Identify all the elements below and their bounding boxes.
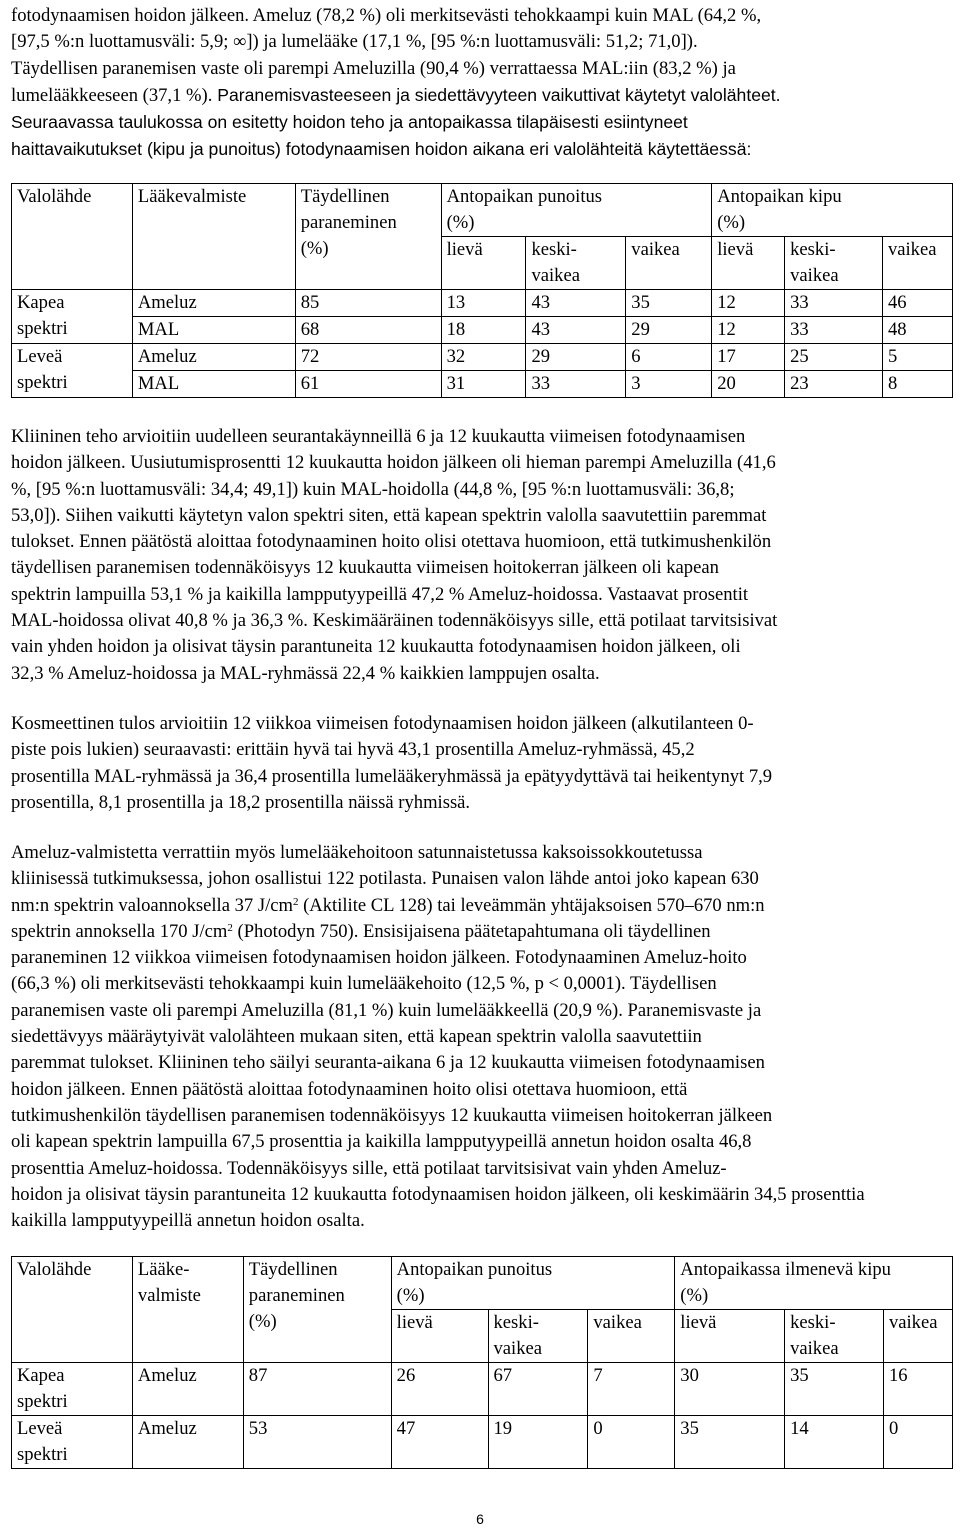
- value-cell: 14: [785, 1416, 884, 1469]
- drug-cell: Ameluz: [132, 1363, 243, 1416]
- header-keskivaikea: keski- vaikea: [785, 237, 883, 290]
- value-cell: 19: [488, 1416, 588, 1469]
- header-taydellinen: Täydellinen paraneminen (%): [295, 184, 441, 290]
- value-cell: 7: [588, 1363, 675, 1416]
- header-vaikea: vaikea: [882, 237, 952, 290]
- drug-cell: MAL: [132, 317, 295, 344]
- header-lieva: lievä: [712, 237, 785, 290]
- drug-cell: Ameluz: [132, 290, 295, 317]
- value-cell: 35: [675, 1416, 785, 1469]
- value-cell: 29: [626, 317, 712, 344]
- header-laakevalmiste: Lääkevalmiste: [132, 184, 295, 290]
- value-cell: 12: [712, 290, 785, 317]
- intro-paragraph: [11, 3, 951, 164]
- value-cell: 17: [712, 344, 785, 371]
- intro-line-sans: Paranemisvasteeseen ja siedettävyyteen vaikuttivat käytetyt valolähteet.: [212, 84, 781, 105]
- results-table-1: [11, 183, 953, 398]
- value-cell: 13: [441, 290, 526, 317]
- drug-cell: MAL: [132, 371, 295, 398]
- value-cell: 3: [626, 371, 712, 398]
- source-cell: Leveä spektri: [12, 344, 133, 398]
- source-cell: Kapea spektri: [12, 1363, 133, 1416]
- intro-line-sans: Seuraavassa taulukossa on esitetty hoidon teho ja antopaikassa tilapäisesti esiintyneet: [11, 112, 688, 133]
- header-lieva: lievä: [675, 1310, 785, 1363]
- source-cell: Leveä spektri: [12, 1416, 133, 1469]
- source-cell: Kapea spektri: [12, 290, 133, 344]
- value-cell: 6: [626, 344, 712, 371]
- value-cell: 30: [675, 1363, 785, 1416]
- value-cell: 68: [295, 317, 441, 344]
- header-punoitus: Antopaikan punoitus (%): [441, 184, 712, 237]
- value-cell: 32: [441, 344, 526, 371]
- header-laakevalmiste: Lääke- valmiste: [132, 1257, 243, 1363]
- value-cell: 48: [882, 317, 952, 344]
- value-cell: 33: [526, 371, 626, 398]
- value-cell: 61: [295, 371, 441, 398]
- cosmetic-paragraph: Kosmeettinen tulos arvioitiin 12 viikkoa viimeisen fotodynaamisen hoidon jälkeen (alkutilanteen 0- piste pois lukien) seuraavasti: erittäin hyvä tai hyvä 43,1 prosentilla Ameluz-ryhmässä, 45,2 prosentilla MAL-ryhmässä ja 36,4 prosentilla lumelääkeryhmässä ja epätyydyttävä tai heikentynyt 7,9 prosentilla, 8,1 prosentilla ja 18,2 prosentilla näissä ryhmissä.: [11, 713, 773, 813]
- intro-line-sans: haittavaikutukset (kipu ja punoitus) fotodynaamisen hoidon aikana eri valolähteitä käytettäessä:: [11, 139, 752, 160]
- value-cell: 5: [882, 344, 952, 371]
- table-row: [12, 344, 953, 371]
- value-cell: 35: [785, 1363, 884, 1416]
- table-row: [12, 371, 953, 398]
- drug-cell: Ameluz: [132, 344, 295, 371]
- value-cell: 0: [588, 1416, 675, 1469]
- value-cell: 43: [526, 290, 626, 317]
- header-valolahde: Valolähde: [12, 1257, 133, 1363]
- value-cell: 12: [712, 317, 785, 344]
- value-cell: 47: [391, 1416, 488, 1469]
- header-keskivaikea: keski- vaikea: [488, 1310, 588, 1363]
- value-cell: 67: [488, 1363, 588, 1416]
- page-number: 6: [476, 1511, 484, 1527]
- header-vaikea: vaikea: [588, 1310, 675, 1363]
- value-cell: 20: [712, 371, 785, 398]
- value-cell: 33: [785, 290, 883, 317]
- results-table-2: [11, 1256, 953, 1469]
- intro-line: fotodynaamisen hoidon jälkeen. Ameluz (78,2 %) oli merkitsevästi tehokkaampi kuin MAL (64,2 %,: [11, 5, 762, 26]
- intro-line: [97,5 %:n luottamusväli: 5,9; ∞]) ja lumelääke (17,1 %, [95 %:n luottamusväli: 51,2; 71,0]).: [11, 31, 698, 53]
- value-cell: 53: [243, 1416, 391, 1469]
- header-keskivaikea: keski- vaikea: [785, 1310, 884, 1363]
- table-row: [12, 1363, 953, 1416]
- header-keskivaikea: keski- vaikea: [526, 237, 626, 290]
- value-cell: 33: [785, 317, 883, 344]
- value-cell: 31: [441, 371, 526, 398]
- value-cell: 87: [243, 1363, 391, 1416]
- table-row: [12, 290, 953, 317]
- header-punoitus: Antopaikan punoitus (%): [391, 1257, 675, 1310]
- value-cell: 72: [295, 344, 441, 371]
- clinical-paragraph: Kliininen teho arvioitiin uudelleen seurantakäynneillä 6 ja 12 kuukautta viimeisen fotodynaamisen hoidon jälkeen. Uusiutumisprosentti 12 kuukautta hoidon jälkeen oli hieman parempi Ameluzilla (41,6 %, [95 %:n luottamusväli: 34,4; 49,1]) kuin MAL-hoidolla (44,8 %, [95 %:n luottamusväli: 36,8; 53,0]). Siihen vaikutti käytetyn valon spektri siten, että kapean spektrin valolla saavutettiin paremmat tulokset. Ennen päätöstä aloittaa fotodynaaminen hoito olisi otettava huomioon, että tutkimushenkilön täydellisen paranemisen todennäköisyys 12 kuukautta viimeisen hoitokerran jälkeen oli kapean spektrin lampuilla 53,1 % ja kaikilla lampputyypeillä 47,2 % Ameluz-hoidossa. Vastaavat prosentit MAL-hoidossa olivat 40,8 % ja 36,3 %. Keskimääräinen todennäköisyys sille, että potilaat tarvitsisivat vain yhden hoidon ja olisivat täysin parantuneita 12 kuukautta fotodynaamisen hoidon jälkeen, oli 32,3 % Ameluz-hoidossa ja MAL-ryhmässä 22,4 % kaikkien lamppujen osalta.: [11, 426, 778, 684]
- value-cell: 23: [785, 371, 883, 398]
- value-cell: 18: [441, 317, 526, 344]
- intro-line: Täydellisen paranemisen vaste oli parempi Ameluzilla (90,4 %) verrattaessa MAL:iin (83,2 %) ja: [11, 57, 736, 79]
- value-cell: 16: [883, 1363, 952, 1416]
- table-row: [12, 1416, 953, 1469]
- header-lieva: lievä: [441, 237, 526, 290]
- drug-cell: Ameluz: [132, 1416, 243, 1469]
- value-cell: 0: [883, 1416, 952, 1469]
- value-cell: 46: [882, 290, 952, 317]
- ameluz-paragraph: Ameluz-valmistetta verrattiin myös lumelääkehoitoon satunnaistetussa kaksoissokkoutetussa kliinisessä tutkimuksessa, johon osallistui 122 potilasta. Punaisen valon lähde antoi joko kapean 630 nm:n spektrin valoannoksella 37 $J/cm^2$ (Aktilite CL 128) tai leveämmän yhtäjaksoisen 570–670 nm:n spektrin annoksella 170 $J/cm^2$ (Photodyn 750). Ensisijaisena päätetapahtumana oli täydellinen paraneminen 12 viikkoa viimeisen fotodynaamisen hoidon jälkeen. Fotodynaaminen Ameluz-hoito (66,3 %) oli merkitsevästi tehokkaampi kuin lumelääkehoito (12,5 %, p < 0,0001). Täydellisen paranemisen vaste oli parempi Ameluzilla (81,1 %) kuin lumelääkkeellä (20,9 %). Paranemisvaste ja siedettävyys määräytyivät valolähteen mukaan siten, että kapean spektrin valolla saavutettiin paremmat tulokset. Kliininen teho säilyi seuranta-aikana 6 ja 12 kuukautta viimeisen fotodynaamisen hoidon jälkeen. Ennen päätöstä aloittaa fotodynaaminen hoito olisi otettava huomioon, että tutkimushenkilön täydellisen paranemisen todennäköisyys 12 kuukautta viimeisen hoitokerran jälkeen oli kapean spektrin lampuilla 67,5 prosenttia ja kaikilla lampputyypeillä annetun hoidon osalta 46,8 prosenttia Ameluz-hoidossa. Todennäköisyys sille, että potilaat tarvitsisivat vain yhden Ameluz- hoidon ja olisivat täysin parantuneita 12 kuukautta fotodynaamisen hoidon jälkeen, oli keskimäärin 34,5 prosenttia kaikilla lampputyypeillä annetun hoidon osalta.: [11, 842, 865, 1232]
- value-cell: 26: [391, 1363, 488, 1416]
- header-taydellinen: Täydellinen paraneminen (%): [243, 1257, 391, 1363]
- intro-line: lumelääkkeeseen (37,1 %).: [11, 84, 213, 106]
- header-valolahde: Valolähde: [12, 184, 133, 290]
- header-kipu: Antopaikassa ilmenevä kipu (%): [675, 1257, 953, 1310]
- header-kipu: Antopaikan kipu (%): [712, 184, 953, 237]
- value-cell: 85: [295, 290, 441, 317]
- value-cell: 25: [785, 344, 883, 371]
- table-row: [12, 317, 953, 344]
- value-cell: 43: [526, 317, 626, 344]
- header-vaikea: vaikea: [883, 1310, 952, 1363]
- header-lieva: lievä: [391, 1310, 488, 1363]
- value-cell: 35: [626, 290, 712, 317]
- header-vaikea: vaikea: [626, 237, 712, 290]
- value-cell: 8: [882, 371, 952, 398]
- value-cell: 29: [526, 344, 626, 371]
